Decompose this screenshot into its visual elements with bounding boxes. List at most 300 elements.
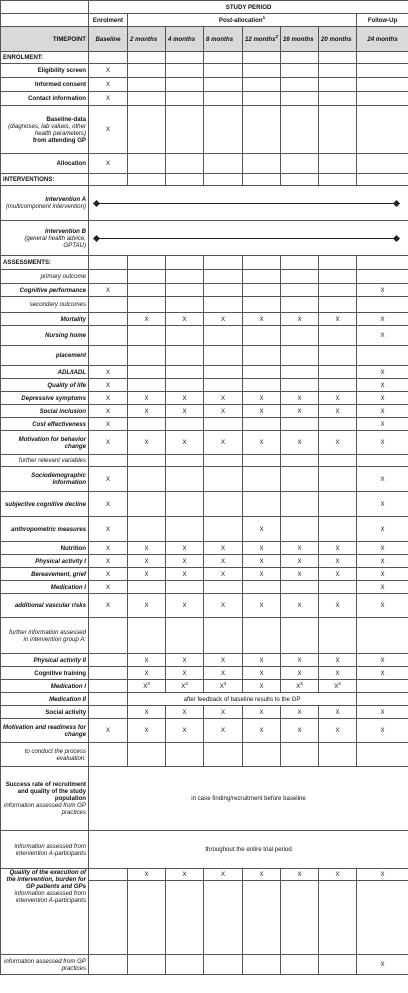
mark-cell: X xyxy=(128,667,166,680)
empty-cell xyxy=(243,256,281,270)
mark-cell xyxy=(243,581,281,594)
mark-cell: X xyxy=(89,366,128,379)
timepoint-header: TIMEPOINT xyxy=(1,27,89,52)
row-label: information assessed from intervention A-participants xyxy=(1,831,89,869)
empty-cell xyxy=(319,154,357,174)
table-row xyxy=(1,92,408,106)
mark-cell: X xyxy=(281,706,319,719)
mark-cell xyxy=(166,346,204,366)
empty-cell xyxy=(89,693,128,706)
empty-cell xyxy=(319,455,357,467)
mark-cell: X xyxy=(357,555,408,568)
table-row xyxy=(1,693,408,706)
mark-cell xyxy=(166,284,204,297)
empty-cell xyxy=(166,92,204,106)
mark-cell: X xyxy=(89,517,128,542)
row-label: secondary outcomes xyxy=(1,297,89,313)
empty-cell xyxy=(319,618,357,654)
empty-cell xyxy=(89,52,128,64)
mark-cell: X xyxy=(89,154,128,174)
mark-cell xyxy=(128,326,166,346)
mark-cell: X xyxy=(204,555,243,568)
row-label: ADL/IADL xyxy=(1,366,89,379)
row-label: further information assessed in intervention group A: xyxy=(1,618,89,654)
mark-cell: X xyxy=(166,719,204,743)
mark-cell: X xyxy=(357,405,408,418)
mark-cell: X xyxy=(166,568,204,581)
footnote-marker: 3 xyxy=(185,681,188,687)
empty-cell xyxy=(204,106,243,154)
row-label: primary outcome xyxy=(1,270,89,284)
mark-cell: X xyxy=(357,542,408,555)
mark-cell: X xyxy=(281,431,319,455)
empty-cell xyxy=(281,64,319,78)
empty-cell xyxy=(281,106,319,154)
empty-cell xyxy=(128,881,166,955)
mark-cell xyxy=(319,326,357,346)
row-label: Physical activity II xyxy=(1,654,89,667)
mark-cell xyxy=(281,517,319,542)
mark-cell xyxy=(281,366,319,379)
table-row xyxy=(1,52,408,64)
empty-cell xyxy=(357,455,408,467)
mark-cell xyxy=(128,517,166,542)
empty-cell xyxy=(281,618,319,654)
empty-cell xyxy=(166,174,204,186)
mark-cell xyxy=(204,517,243,542)
mark-cell xyxy=(204,366,243,379)
header-blank xyxy=(1,14,89,27)
row-label: Allocation xyxy=(1,154,89,174)
mark-cell xyxy=(128,284,166,297)
row-label: Nursing home xyxy=(1,326,89,346)
empty-cell xyxy=(128,174,166,186)
mark-cell: X xyxy=(128,431,166,455)
mark-cell xyxy=(89,313,128,326)
timeline-arrow xyxy=(97,203,396,204)
mark-cell xyxy=(243,366,281,379)
mark-cell: X xyxy=(357,869,408,881)
intervention-desc: (multicomponent intervention) xyxy=(5,203,86,210)
table-row xyxy=(1,719,408,743)
empty-cell xyxy=(166,743,204,767)
row-label: Cognitive performance xyxy=(1,284,89,297)
baseline-data-label: Baseline-data xyxy=(46,115,86,123)
mark-cell: X xyxy=(319,594,357,618)
mark-cell xyxy=(128,346,166,366)
mark-cell: X xyxy=(319,555,357,568)
table-row xyxy=(1,326,408,346)
mark-cell xyxy=(319,418,357,431)
follow-up-header: Follow-Up xyxy=(357,14,408,27)
post-allocation-label: Post-allocation xyxy=(218,17,263,25)
mark-cell: X xyxy=(243,568,281,581)
table-row xyxy=(1,405,408,418)
mark-cell: X xyxy=(357,392,408,405)
table-row xyxy=(1,431,408,455)
table-row xyxy=(1,256,408,270)
empty-cell xyxy=(89,256,128,270)
mark-cell: X xyxy=(89,568,128,581)
empty-cell xyxy=(243,743,281,767)
empty-cell xyxy=(204,92,243,106)
mark-cell xyxy=(243,346,281,366)
table-row xyxy=(1,174,408,186)
mark-cell: X xyxy=(243,542,281,555)
mark-cell xyxy=(89,680,128,693)
mark-cell: X xyxy=(89,106,128,154)
mark-cell: X xyxy=(281,719,319,743)
mark-cell: X xyxy=(89,431,128,455)
empty-cell xyxy=(243,618,281,654)
mark-cell: X xyxy=(243,667,281,680)
mark-cell xyxy=(243,680,281,693)
mark-cell: X xyxy=(281,594,319,618)
mark-cell xyxy=(166,379,204,392)
mark-cell xyxy=(89,706,128,719)
mark-cell: X xyxy=(89,719,128,743)
mark-cell: X xyxy=(357,654,408,667)
mark-cell: X xyxy=(357,366,408,379)
mark-cell xyxy=(319,366,357,379)
empty-cell xyxy=(128,455,166,467)
row-label: Medication II xyxy=(1,693,89,706)
row-label: additional vascular risks xyxy=(1,594,89,618)
table-row xyxy=(1,297,408,313)
month-header xyxy=(319,27,357,52)
empty-cell xyxy=(281,154,319,174)
empty-cell xyxy=(243,154,281,174)
mark-cell: X xyxy=(319,392,357,405)
row-label: Physical activity I xyxy=(1,555,89,568)
empty-cell xyxy=(319,78,357,92)
empty-cell xyxy=(128,270,166,284)
mark-cell: X xyxy=(243,719,281,743)
mark-cell xyxy=(166,418,204,431)
mark-x: X xyxy=(259,682,264,690)
month-label: 8 months xyxy=(206,35,234,43)
mark-cell xyxy=(204,284,243,297)
mark-cell xyxy=(128,680,166,693)
mark-cell xyxy=(243,418,281,431)
row-label: placement xyxy=(1,346,89,366)
empty-cell xyxy=(128,78,166,92)
mark-cell: X xyxy=(166,594,204,618)
mark-cell: X xyxy=(204,654,243,667)
mark-cell xyxy=(243,467,281,492)
intervention-title: Intervention A xyxy=(45,196,86,203)
mark-cell: X xyxy=(204,542,243,555)
mark-cell: X xyxy=(128,313,166,326)
mark-cell: X xyxy=(204,706,243,719)
mark-cell: X xyxy=(166,542,204,555)
empty-cell xyxy=(204,174,243,186)
month-label: 4 months xyxy=(168,35,196,43)
table-row xyxy=(1,594,408,618)
empty-cell xyxy=(243,78,281,92)
row-label xyxy=(1,106,89,154)
mark-cell: X xyxy=(357,581,408,594)
mark-cell: X xyxy=(89,64,128,78)
month-label: 2 months xyxy=(130,35,158,43)
mark-cell xyxy=(166,467,204,492)
row-label: Contact information xyxy=(1,92,89,106)
mark-cell: X xyxy=(89,78,128,92)
table-row xyxy=(1,418,408,431)
mark-cell: X xyxy=(204,667,243,680)
mark-cell: X xyxy=(319,654,357,667)
mark-cell xyxy=(281,346,319,366)
mark-cell xyxy=(204,680,243,693)
mark-cell xyxy=(357,680,408,693)
mark-cell: X xyxy=(357,418,408,431)
mark-cell xyxy=(243,326,281,346)
mark-cell: X xyxy=(204,405,243,418)
empty-cell xyxy=(243,92,281,106)
empty-cell xyxy=(357,174,408,186)
mark-cell xyxy=(89,869,128,881)
mark-cell: X xyxy=(166,313,204,326)
mark-cell: X xyxy=(128,654,166,667)
empty-cell xyxy=(357,881,408,955)
mark-cell: X xyxy=(243,313,281,326)
mark-cell: X xyxy=(204,313,243,326)
mark-cell: X xyxy=(319,706,357,719)
mark-cell: X xyxy=(357,594,408,618)
table-row xyxy=(1,517,408,542)
empty-cell xyxy=(128,256,166,270)
mark-cell xyxy=(89,654,128,667)
empty-cell xyxy=(204,297,243,313)
mark-cell xyxy=(166,492,204,517)
row-label: Nutrition xyxy=(1,542,89,555)
empty-cell xyxy=(319,881,357,955)
mark-cell: X xyxy=(357,667,408,680)
empty-cell xyxy=(281,52,319,64)
row-label: Motivation for behavior change xyxy=(1,431,89,455)
mark-cell: X xyxy=(166,706,204,719)
empty-cell xyxy=(243,270,281,284)
empty-cell xyxy=(89,297,128,313)
from-a-note: throughout the entire trial period xyxy=(89,831,408,869)
mark-cell xyxy=(243,284,281,297)
table-row xyxy=(1,467,408,492)
mark-cell xyxy=(281,680,319,693)
footnote-marker: 3 xyxy=(300,681,303,687)
empty-cell xyxy=(166,270,204,284)
empty-cell xyxy=(319,297,357,313)
intervention-timeline xyxy=(89,221,408,256)
footnote-marker: 3 xyxy=(147,681,150,687)
table-row xyxy=(1,667,408,680)
mark-cell xyxy=(281,284,319,297)
footnote-marker: 3 xyxy=(223,681,227,687)
quality-label: Quality of the execution of the intervention, burden for GP patients and GPs xyxy=(6,869,86,890)
row-label xyxy=(1,869,89,955)
table-row xyxy=(1,14,408,27)
mark-cell: X xyxy=(281,568,319,581)
table-row xyxy=(1,555,408,568)
baseline-header: Baseline xyxy=(89,27,128,52)
table-row xyxy=(1,78,408,92)
mark-cell: X xyxy=(243,654,281,667)
empty-cell xyxy=(166,52,204,64)
mark-cell: X xyxy=(166,555,204,568)
empty-cell xyxy=(281,881,319,955)
mark-cell: X xyxy=(243,431,281,455)
empty-cell xyxy=(128,52,166,64)
mark-cell xyxy=(89,667,128,680)
empty-cell xyxy=(204,64,243,78)
table-row xyxy=(1,581,408,594)
row-label: Motivation and readiness for change xyxy=(1,719,89,743)
row-label xyxy=(1,186,89,221)
mark-cell: X xyxy=(319,405,357,418)
empty-cell xyxy=(281,256,319,270)
mark-cell: X xyxy=(89,594,128,618)
mark-cell: X xyxy=(357,313,408,326)
mark-cell: X xyxy=(89,405,128,418)
empty-cell xyxy=(243,297,281,313)
mark-cell: X xyxy=(357,492,408,517)
mark-cell xyxy=(319,467,357,492)
mark-cell: X xyxy=(357,467,408,492)
mark-cell: X xyxy=(128,568,166,581)
mark-cell: X xyxy=(243,392,281,405)
empty-cell xyxy=(89,618,128,654)
mark-cell xyxy=(281,379,319,392)
header-blank xyxy=(1,1,89,14)
row-label: to conduct the process evaluation: xyxy=(1,743,89,767)
mark-cell: X xyxy=(243,869,281,881)
table-row xyxy=(1,154,408,174)
row-label: Eligibility screen xyxy=(1,64,89,78)
mark-cell xyxy=(166,366,204,379)
row-label: ENROLMENT: xyxy=(1,52,89,64)
table-row xyxy=(1,221,408,256)
empty-cell xyxy=(357,743,408,767)
empty-cell xyxy=(357,154,408,174)
intervention-desc: (general health advice, GPTAU) xyxy=(24,234,86,249)
empty-cell xyxy=(128,743,166,767)
table-row xyxy=(1,869,408,881)
baseline-data-desc: (diagnoses, lab values, other health parameters) xyxy=(8,122,86,137)
mark-cell: X xyxy=(128,869,166,881)
mark-cell: X xyxy=(128,594,166,618)
mark-cell: X xyxy=(281,555,319,568)
row-label xyxy=(1,221,89,256)
mark-cell: X xyxy=(89,555,128,568)
mark-cell: X xyxy=(89,467,128,492)
footnote-marker: 1 xyxy=(262,15,266,21)
mark-cell xyxy=(166,326,204,346)
table-row xyxy=(1,1,408,14)
mark-cell: X xyxy=(89,418,128,431)
empty-cell xyxy=(357,270,408,284)
mark-cell xyxy=(357,346,408,366)
mark-cell: X xyxy=(243,555,281,568)
month-header xyxy=(166,27,204,52)
post-allocation-header xyxy=(128,14,357,27)
row-label: Depressive symptoms xyxy=(1,392,89,405)
mark-cell: X xyxy=(166,667,204,680)
empty-cell xyxy=(319,106,357,154)
mark-cell: X xyxy=(319,719,357,743)
empty-cell xyxy=(89,174,128,186)
empty-cell xyxy=(204,455,243,467)
empty-cell xyxy=(166,618,204,654)
empty-cell xyxy=(89,881,128,955)
intervention-title: Intervention B xyxy=(45,227,86,235)
empty-cell xyxy=(166,955,204,975)
mark-cell xyxy=(281,467,319,492)
empty-cell xyxy=(204,52,243,64)
empty-cell xyxy=(204,154,243,174)
empty-cell xyxy=(281,297,319,313)
month-header xyxy=(128,27,166,52)
mark-cell: X xyxy=(281,392,319,405)
mark-cell xyxy=(204,467,243,492)
empty-cell xyxy=(243,52,281,64)
mark-cell xyxy=(166,680,204,693)
mark-cell: X xyxy=(357,431,408,455)
mark-cell xyxy=(319,284,357,297)
mark-cell: X xyxy=(89,379,128,392)
month-header xyxy=(243,27,281,52)
mark-cell: X xyxy=(128,542,166,555)
empty-cell xyxy=(128,955,166,975)
month-header-24: 24 months xyxy=(357,27,408,52)
mark-cell xyxy=(319,581,357,594)
mark-cell: X xyxy=(166,869,204,881)
mark-cell: X xyxy=(357,955,408,975)
empty-cell xyxy=(243,455,281,467)
mark-cell: X xyxy=(281,313,319,326)
mark-cell: X xyxy=(89,542,128,555)
mark-cell xyxy=(319,492,357,517)
mark-cell xyxy=(89,326,128,346)
table-row xyxy=(1,831,408,869)
empty-cell xyxy=(357,256,408,270)
row-label: Medication I xyxy=(1,680,89,693)
mark-cell: X xyxy=(319,869,357,881)
mark-cell xyxy=(128,366,166,379)
empty-cell xyxy=(319,256,357,270)
month-label: 16 months xyxy=(283,35,314,43)
mark-cell: X xyxy=(357,326,408,346)
empty-cell xyxy=(243,955,281,975)
empty-cell xyxy=(281,955,319,975)
mark-cell xyxy=(128,418,166,431)
month-label: 12 months xyxy=(245,36,276,44)
mark-cell: X xyxy=(89,92,128,106)
empty-cell xyxy=(357,693,408,706)
mark-cell: X xyxy=(204,568,243,581)
mark-x: X xyxy=(219,683,224,691)
mark-cell xyxy=(243,379,281,392)
row-label: Social inclusion xyxy=(1,405,89,418)
mark-cell: X xyxy=(357,706,408,719)
month-header xyxy=(281,27,319,52)
mark-cell: X xyxy=(281,405,319,418)
mark-cell: X xyxy=(319,568,357,581)
mark-x: X xyxy=(181,683,186,691)
month-label: 20 months xyxy=(321,35,352,43)
table-row xyxy=(1,680,408,693)
mark-cell xyxy=(281,492,319,517)
row-label: anthropometric measures xyxy=(1,517,89,542)
table-row xyxy=(1,366,408,379)
